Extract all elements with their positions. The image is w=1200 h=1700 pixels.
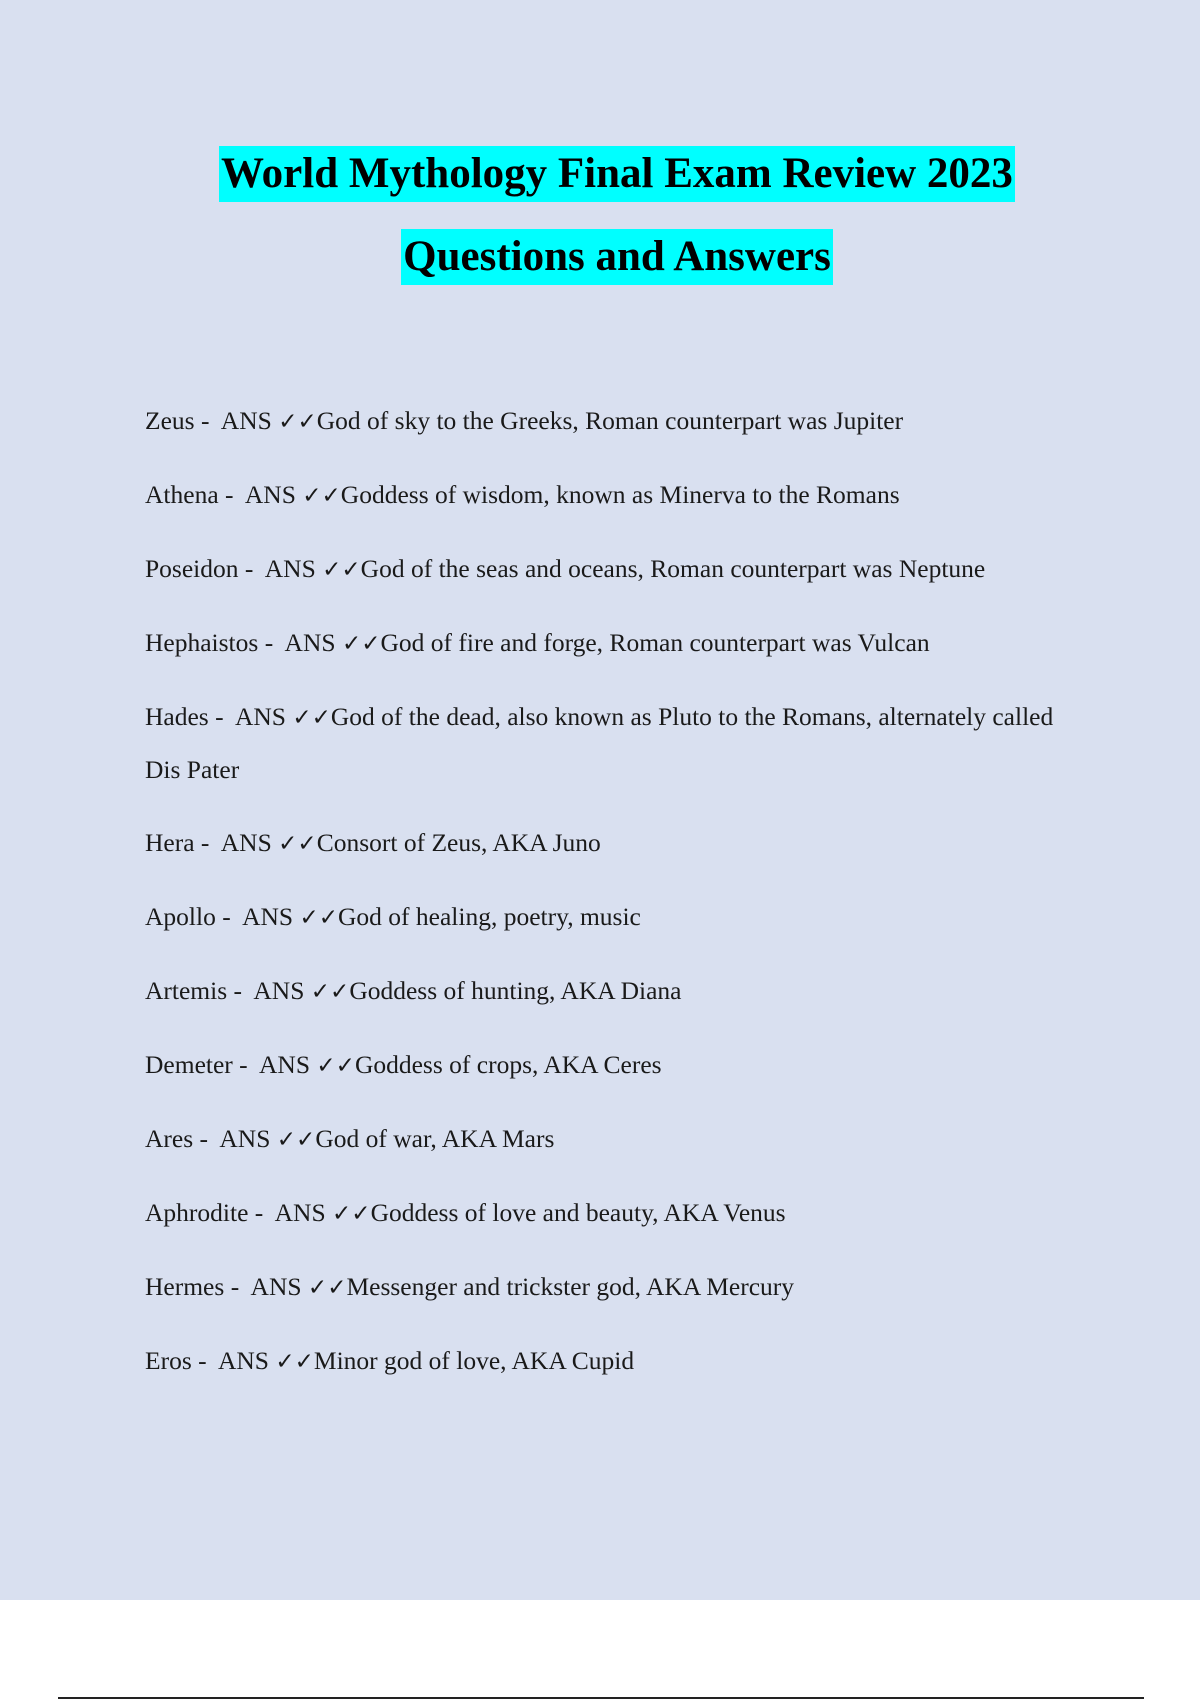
check-mark-icon: ✓✓ [316,1053,355,1079]
title-line-2: Questions and Answers [401,229,833,285]
qa-item [145,1123,1085,1156]
qa-separator: - [193,1124,220,1153]
check-mark-icon: ✓✓ [278,409,317,435]
qa-term: Ares [145,1124,194,1153]
qa-term: Hades [145,702,209,731]
qa-answer: God of sky to the Greeks, Roman counterpart was Jupiter [316,406,904,435]
qa-separator: - [224,1272,251,1301]
qa-item [145,627,1085,660]
ans-prefix: ANS [284,628,336,657]
ans-prefix: ANS [219,1124,271,1153]
document-title [0,146,1200,312]
ans-prefix: ANS [220,406,272,435]
qa-item [145,1345,1085,1378]
qa-separator: - [238,554,265,583]
qa-answer: Goddess of love and beauty, AKA Venus [370,1198,786,1227]
ans-prefix: ANS [234,702,286,731]
title-line-1: World Mythology Final Exam Review 2023 [219,146,1015,202]
qa-term: Athena [145,480,219,509]
qa-term: Zeus [145,406,195,435]
ans-prefix: ANS [250,1272,302,1301]
check-mark-icon: ✓✓ [302,483,341,509]
qa-term: Aphrodite [145,1198,249,1227]
check-mark-icon: ✓✓ [307,1275,347,1301]
qa-separator: - [194,406,221,435]
ans-prefix: ANS [274,1198,326,1227]
qa-term: Demeter [145,1050,233,1079]
qa-separator: - [258,628,285,657]
qa-item [145,1271,1085,1304]
qa-item [145,901,1085,934]
qa-separator: - [227,976,254,1005]
ans-prefix: ANS [220,828,272,857]
qa-separator: - [208,702,235,731]
qa-answer: Consort of Zeus, AKA Juno [316,828,601,857]
check-mark-icon: ✓✓ [278,831,317,857]
footer-divider [58,1697,1144,1699]
qa-item [145,405,1085,438]
check-mark-icon: ✓✓ [332,1201,371,1227]
qa-separator: - [194,828,221,857]
qa-separator: - [215,902,243,931]
qa-answer: Goddess of crops, AKA Ceres [354,1050,662,1079]
check-mark-icon: ✓✓ [310,979,350,1005]
qa-answer: God of the dead, also known as Pluto to the Romans, alternately called Dis Pater [145,702,1054,784]
check-mark-icon: ✓✓ [299,905,338,931]
qa-term: Eros [145,1346,192,1375]
qa-term: Hephaistos [145,628,259,657]
ans-prefix: ANS [242,902,294,931]
qa-answer: Minor god of love, AKA Cupid [313,1346,635,1375]
qa-answer: God of healing, poetry, music [338,902,641,931]
check-mark-icon: ✓✓ [275,1349,314,1375]
qa-item [145,827,1085,860]
qa-answer: God of war, AKA Mars [315,1124,555,1153]
qa-separator: - [232,1050,259,1079]
check-mark-icon: ✓✓ [341,631,381,657]
qa-separator: - [248,1198,275,1227]
qa-item [145,553,1085,586]
check-mark-icon: ✓✓ [276,1127,316,1153]
qa-answer: God of the seas and oceans, Roman counterpart was Neptune [360,554,986,583]
qa-answer: Messenger and trickster god, AKA Mercury [346,1272,795,1301]
ans-prefix: ANS [259,1050,311,1079]
qa-term: Hermes [145,1272,225,1301]
qa-item [145,975,1085,1008]
qa-item [145,1049,1085,1082]
qa-item [145,691,1085,796]
qa-term: Apollo [145,902,216,931]
qa-separator: - [191,1346,218,1375]
qa-item [145,1197,1085,1230]
qa-term: Poseidon [145,554,239,583]
ans-prefix: ANS [244,480,296,509]
check-mark-icon: ✓✓ [292,705,331,731]
qa-separator: - [218,480,245,509]
qa-answer: Goddess of hunting, AKA Diana [349,976,682,1005]
qa-answer: God of fire and forge, Roman counterpart was Vulcan [380,628,930,657]
check-mark-icon: ✓✓ [322,557,361,583]
ans-prefix: ANS [217,1346,269,1375]
qa-item [145,479,1085,512]
qa-term: Artemis [145,976,228,1005]
ans-prefix: ANS [264,554,316,583]
qa-answer: Goddess of wisdom, known as Minerva to the Romans [340,480,900,509]
qa-list [145,405,1085,1419]
qa-term: Hera [145,828,195,857]
ans-prefix: ANS [253,976,305,1005]
